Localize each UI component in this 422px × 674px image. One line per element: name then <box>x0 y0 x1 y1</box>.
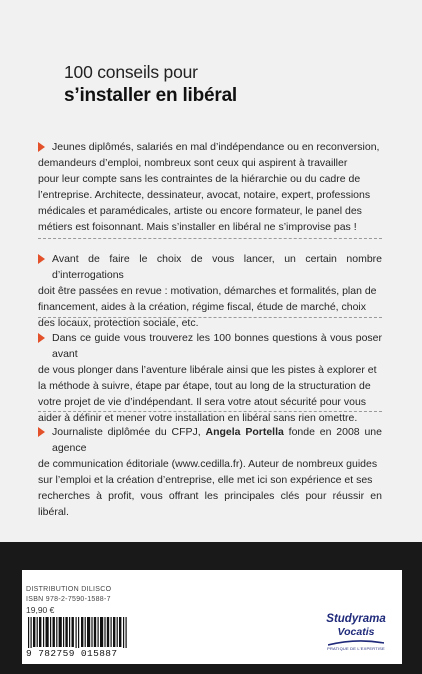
distribution-text: DISTRIBUTION DILISCO <box>26 586 112 593</box>
section-divider <box>38 238 382 239</box>
section-questions-text: Avant de faire le choix de vous lancer, un certain nombre d’interrogations doit être passées en revue : motivation, démarches et formalités, plan de financement, aides à la création, régime fiscal, étude de marché, choix des locaux, protection sociale, etc. <box>38 253 382 329</box>
section-author-text: Journaliste diplômée du CFPJ, Angela Portella fonde en 2008 une agence de communication éditoriale (www.cedilla.fr). Auteur de nombreux guides sur l’emploi et la création d’entreprise, elle met ici son expérience et ses recherches à profit, vous offrant les principales clés pour réussir en libéral. <box>38 426 382 518</box>
section-guide-text: Dans ce guide vous trouverez les 100 bonnes questions à vous poser avant de vous plonger dans l’aventure libérale ainsi que les pistes à explorer et la méthode à suivre, étape par étape, tout au long de la structuration de votre projet de vie d’indépendant. Il sera votre atout sécurité pour vous aider à définir et mener votre installation en libéral sans rien omettre. <box>38 332 382 424</box>
section-divider <box>38 411 382 412</box>
triangle-bullet-icon <box>38 333 45 343</box>
publisher-logo <box>322 613 390 655</box>
publisher-brand-line-1: Studyrama <box>326 613 386 625</box>
publisher-tagline: PRATIQUE DE L’EXPERTISE <box>327 646 385 651</box>
section-intro-text: Jeunes diplômés, salariés en mal d’indépendance ou en reconversion, demandeurs d’emploi, nombreux sont ceux qui aspirent à travailler pour leur compte sans les contraintes de la hiérarchie ou du cadre de l’entreprise. Architecte, dessinateur, avocat, notaire, expert, professions médicales et paramédicales, artiste ou encore formateur, le panel des métiers est foisonnant. Mais s’installer en libéral ne s’improvise pas ! <box>38 141 380 233</box>
triangle-bullet-icon <box>38 254 45 264</box>
title-line-1: 100 conseils pour <box>64 62 198 82</box>
barcode-number: 9 782759 015887 <box>26 648 132 659</box>
section-author <box>38 424 382 520</box>
isbn-text: ISBN 978-2-7590-1588-7 <box>26 596 111 603</box>
title-line-2: s’installer en libéral <box>64 85 238 106</box>
publisher-brand-line-2: Vocatis <box>337 626 375 638</box>
price-text: 19,90 € <box>26 605 55 615</box>
section-intro <box>38 139 382 235</box>
author-name: Angela Portella <box>205 426 284 438</box>
triangle-bullet-icon <box>38 142 45 152</box>
section-divider <box>38 317 382 318</box>
section-questions <box>38 251 382 331</box>
triangle-bullet-icon <box>38 427 45 437</box>
